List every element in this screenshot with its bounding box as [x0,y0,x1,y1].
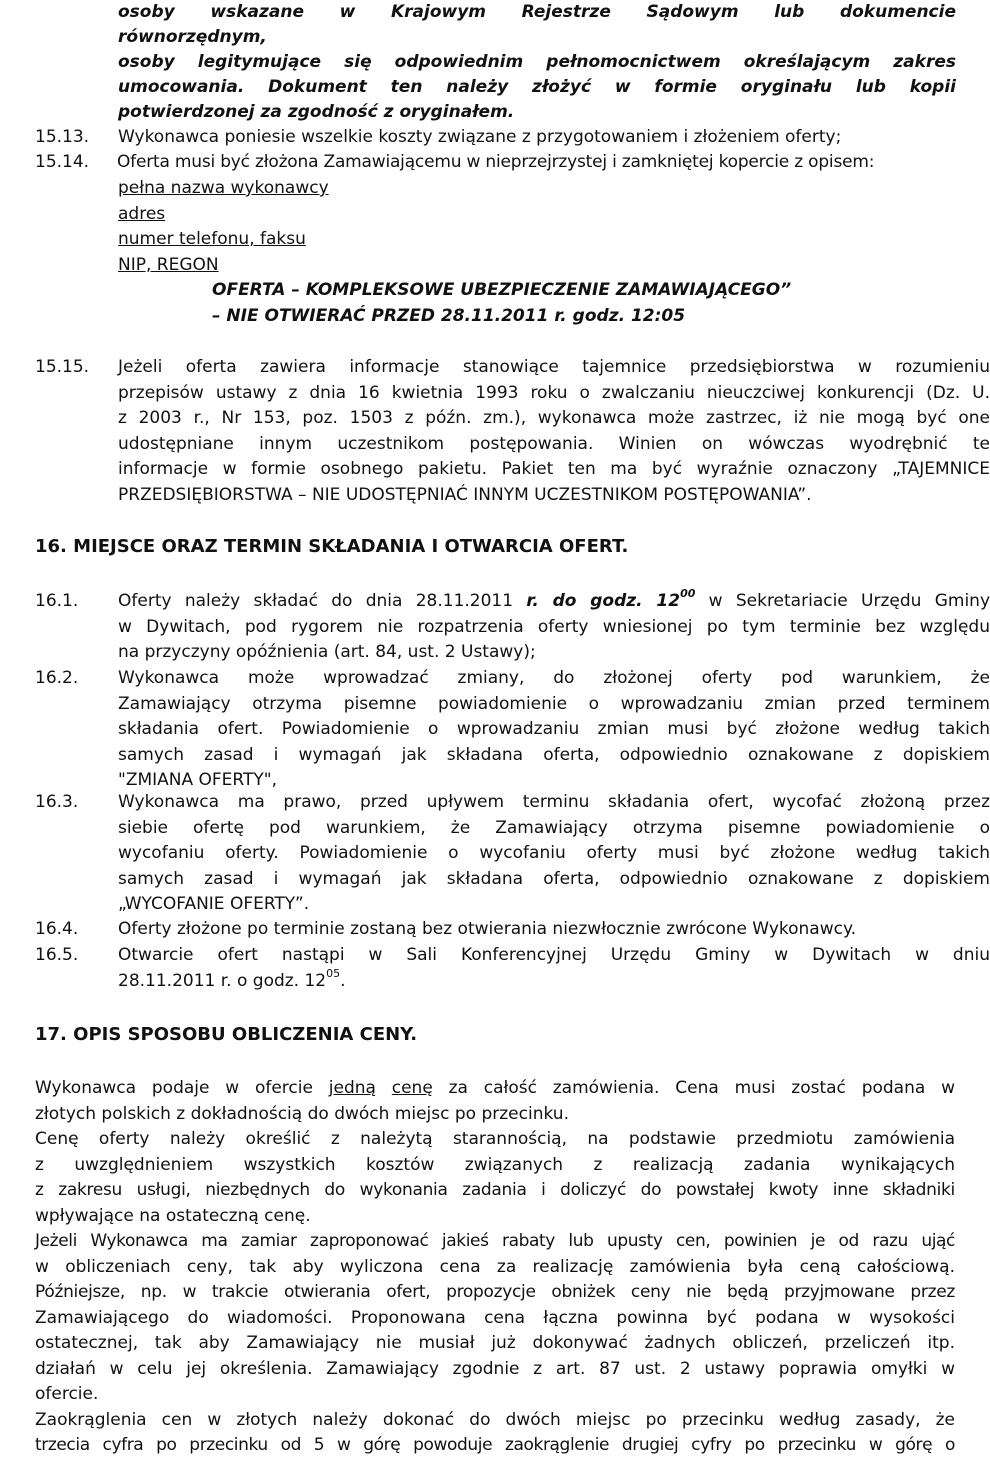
paragraph-line: złotych polskich z dokładnością do dwóch miejsc po przecinku. [35,1103,569,1124]
paragraph-line: działań w celu jej określenia. Zamawiający zgodnie z art. 87 ust. 2 ustawy poprawia omyłki w [35,1358,955,1379]
paragraph-number: 16.3. [35,792,79,812]
paragraph-line: Cenę oferty należy określić z należytą starannością, na podstawie przedmiotu zamówienia [35,1129,955,1149]
paragraph-line: składania ofert. Powiadomienie o wprowadzaniu zmian musi być złożone według takich [118,719,990,739]
paragraph-number: 16.1. [35,591,79,611]
paragraph-body [118,355,990,509]
envelope-line: NIP, REGON [118,254,219,275]
deadline-text: Oferty należy składać do dnia 28.11.2011 [118,591,527,611]
deadline-place: w Sekretariacie Urzędu Gminy [695,591,990,611]
paragraph-15-15 [35,355,990,515]
paragraph-text: Oferta musi być złożona Zamawiającemu w nieprzejrzystej i zamkniętej kopercie z opisem: [117,152,875,172]
paragraph-number: 15.14. [35,152,90,172]
paragraph-body [118,589,990,666]
paragraph-line: Jeżeli Wykonawca ma zamiar zaproponować jakieś rabaty lub upusty cen, powinien je od razu ująć [35,1231,955,1251]
paragraph-line: Wykonawca podaje w ofercie jedną cenę za całość zamówienia. Cena musi zostać podana w [35,1078,955,1098]
envelope-line: adres [118,203,166,224]
paragraph-16-2 [35,666,990,796]
paragraph-number: 16.2. [35,668,79,688]
section-16-heading: 16. MIEJSCE ORAZ TERMIN SKŁADANIA I OTWARCIA OFERT. [35,536,629,557]
paragraph-16-1 [35,587,990,669]
intro-block [118,0,956,125]
paragraph-line: Zamawiający otrzyma pisemne powiadomienie o wprowadzaniu zmian przed terminem [118,693,990,714]
paragraph-line: samych zasad i wymagań jak składana oferta, odpowiednio oznakowane z dopiskiem [118,868,990,889]
paragraph-line: z zakresu usługi, niezbędnych do wykonania zadania i doliczyć do powstałej kwoty inne składniki [35,1180,955,1200]
paragraph-line: Otwarcie ofert nastąpi w Sali Konferencyjnej Urzędu Gminy w Dywitach w dniu [118,945,990,965]
paragraph-line: Wykonawca ma prawo, przed upływem terminu składania ofert, wycofać złożoną przez [118,792,990,812]
intro-line: równorzędnym, [118,27,267,47]
paragraph-line: "ZMIANA OFERTY", [118,770,277,790]
paragraph-line: z uwzględnieniem wszystkich kosztów związanych z realizacją zadania wynikających [35,1154,955,1175]
paragraph-number: 15.13. [35,127,90,147]
paragraph-body [118,790,990,918]
paragraph-16-3 [35,790,990,920]
paragraph-line: „WYCOFANIE OFERTY”. [118,894,310,914]
paragraph-line: ostatecznej, tak aby Zamawiający nie musiał już dokonywać żadnych obliczeń, przeliczeń itp. [35,1333,955,1353]
paragraph-line: Późniejsze, np. w trakcie otwierania ofert, propozycje obniżek ceny nie będą przyjmowane przez [35,1282,955,1302]
paragraph-body [118,943,990,994]
envelope-line: numer telefonu, faksu [118,229,306,249]
paragraph-15-13 [35,125,960,151]
paragraph-line: Wykonawca może wprowadzać zmiany, do złożonej oferty pod warunkiem, że [118,668,990,688]
paragraph-body [118,666,990,794]
paragraph-line: udostępniane innym uczestnikom postępowania. Winien on wówczas wyodrębnić te [118,433,990,454]
deadline-hour: r. do godz. $12^{00}$ [526,587,696,611]
paragraph-line: samych zasad i wymagań jak składana oferta, odpowiednio oznakowane z dopiskiem [118,744,990,765]
intro-line: osoby legitymujące się odpowiednim pełnomocnictwem określającym zakres [118,52,956,72]
paragraph-line: trzecia cyfra po przecinku od 5 w górę powoduje zaokrąglenie drugiej cyfry po przecinku w górę o [35,1435,955,1455]
paragraph-line: PRZEDSIĘBIORSTWA – NIE UDOSTĘPNIAĆ INNYM UCZESTNIKOM POSTĘPOWANIA”. [118,484,812,505]
intro-line: osoby wskazane w Krajowym Rejestrze Sądowym lub dokumencie [118,2,956,22]
section-17-heading: 17. OPIS SPOSOBU OBLICZENIA CENY. [35,1024,418,1045]
marking-line-2: – NIE OTWIERAĆ PRZED 28.11.2011 r. godz. 12:05 [212,305,686,326]
paragraph-line: informacje w formie osobnego pakietu. Pakiet ten ma być wyraźnie oznaczony „TAJEMNICE [118,459,990,480]
intro-line: umocowania. Dokument ten należy złożyć w formie oryginału lub kopii [118,77,956,97]
paragraph-line: przepisów ustawy z dnia 16 kwietnia 1993 roku o zwalczaniu nieuczciwej konkurencji (Dz. U. [118,382,990,403]
marking-line-1: OFERTA – KOMPLEKSOWE UBEZPIECZENIE ZAMAWIAJĄCEGO” [212,280,792,300]
paragraph-line: na przyczyny opóźnienia (art. 84, ust. 2 Ustawy); [118,642,536,662]
section-17-body [35,1076,955,1459]
paragraph-line: Jeżeli oferta zawiera informacje stanowiące tajemnice przedsiębiorstwa w rozumieniu [118,357,990,377]
paragraph-line: wpływające na ostateczną cenę. [35,1205,311,1226]
paragraph-text: Wykonawca poniesie wszelkie koszty związane z przygotowaniem i złożeniem oferty; [118,127,842,147]
paragraph-line: 28.11.2011 r. o godz. $12^{05}$. [118,966,346,991]
paragraph-number: 16.5. [35,945,79,965]
envelope-line: pełna nazwa wykonawcy [118,178,329,198]
paragraph-line: siebie ofertę pod warunkiem, że Zamawiający otrzyma pisemne powiadomienie o [118,817,990,838]
paragraph-number: 16.4. [35,919,79,939]
paragraph-line: w Dywitach, pod rygorem nie rozpatrzenia oferty wniesionej po tym terminie bez względu [118,616,990,637]
envelope-marking [212,278,912,329]
paragraph-line: Zaokrąglenia cen w złotych należy dokonać do dwóch miejsc po przecinku według zasady, że [35,1409,955,1430]
paragraph-16-4 [35,917,960,943]
underlined-word: jedną [328,1078,376,1098]
paragraph-line: ofercie. [35,1384,99,1404]
paragraph-line: w obliczeniach ceny, tak aby wyliczona cena za realizację zamówienia była ceną całościową. [35,1256,955,1277]
paragraph-number: 15.15. [35,357,90,377]
underlined-word: cenę [391,1078,433,1098]
paragraph-16-5 [35,943,990,995]
paragraph-15-14 [35,150,960,176]
paragraph-line [118,589,990,615]
paragraph-line: wycofaniu oferty. Powiadomienie o wycofaniu oferty musi być złożone według takich [118,843,990,863]
paragraph-line: Zamawiającego do wiadomości. Proponowana cena łączna powinna być podana w wysokości [35,1307,955,1328]
intro-line: potwierdzonej za zgodność z oryginałem. [118,102,515,122]
envelope-description [118,176,818,278]
paragraph-line: z 2003 r., Nr 153, poz. 1503 z późn. zm.), wykonawca może zastrzec, iż nie mogą być one [118,408,990,429]
paragraph-text: Oferty złożone po terminie zostaną bez otwierania niezwłocznie zwrócone Wykonawcy. [118,919,856,939]
